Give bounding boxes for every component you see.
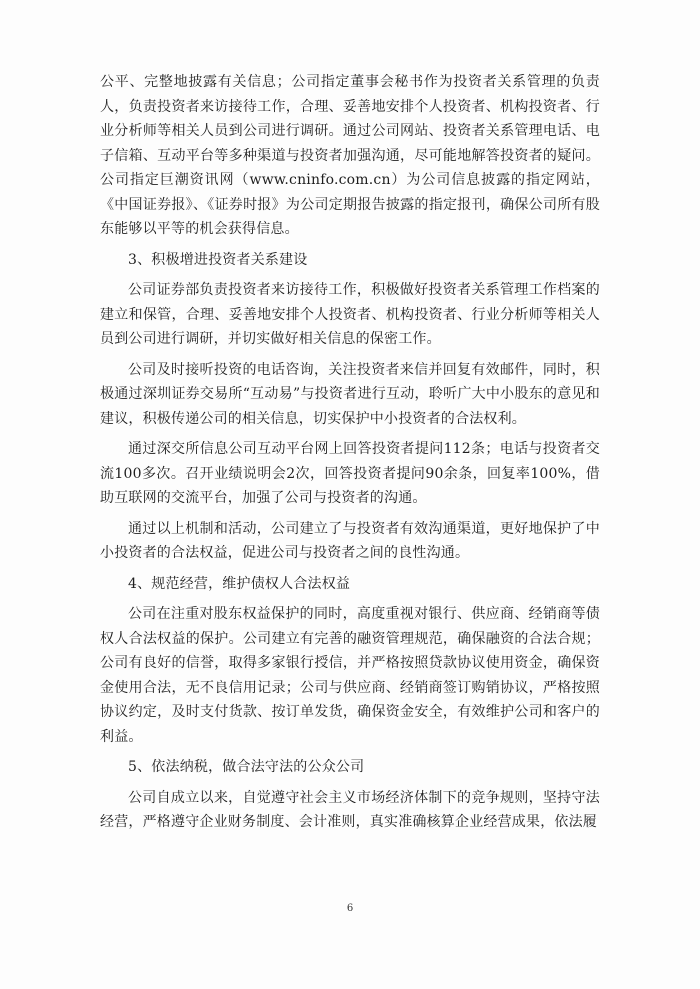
section-heading-5: 5、依法纳税，做合法守法的公众公司: [128, 759, 365, 775]
paragraph-tax-compliance: 公司自成立以来，自觉遵守社会主义市场经济体制下的竞争规则，坚持守法经营，严格遵守企业财务制度、会计准则，真实准确核算企业经营成果，依法履: [100, 789, 600, 830]
paragraph-summary: 通过以上机制和活动，公司建立了与投资者有效沟通渠道，更好地保护了中小投资者的合法权益，促进公司与投资者之间的良性沟通。: [100, 520, 600, 561]
paragraph-phone-consultation: 公司及时接听投资的电话咨询，关注投资者来信并回复有效邮件，同时，积极通过深圳证券交易所“互动易”与投资者进行互动，聆听广大中小股东的意见和建议，积极传递公司的相关信息，切实保护中小投资者的合法权利。: [100, 361, 600, 427]
paragraph-securities-dept: 公司证券部负责投资者来访接待工作，积极做好投资者关系管理工作档案的建立和保管，合理、妥善地安排个人投资者、机构投资者、行业分析师等相关人员到公司进行调研，并切实做好相关信息的保密工作。: [100, 282, 600, 347]
section-heading-3: 3、积极增进投资者关系建设: [128, 251, 308, 268]
paragraph-interaction-stats: 通过深交所信息公司互动平台网上回答投资者提问112条；电话与投资者交流100多次。召开业绩说明会2次，回答投资者提问90余条，回复率100%，借助互联网的交流平台，加强了公司与投资者的沟通。: [100, 441, 600, 506]
paragraph-creditor-rights: 公司在注重对股东权益保护的同时，高度重视对银行、供应商、经销商等债权人合法权益的保护。公司建立有完善的融资管理规范，确保融资的合法合规；公司有良好的信誉，取得多家银行授信，并严格按照贷款协议使用资金，确保资金使用合法，无不良信用记录；公司与供应商、经销商签订购销协议，严格按照协议约定，及时支付货款、按订单发货，确保资金安全，有效维护公司和客户的利益。: [100, 606, 600, 745]
section-heading-4: 4、规范经营，维护债权人合法权益: [128, 575, 351, 592]
document-body: [100, 70, 600, 841]
page-number: 6: [346, 903, 354, 914]
paragraph-disclosure: 公平、完整地披露有关信息；公司指定董事会秘书作为投资者关系管理的负责人，负责投资者来访接待工作，合理、妥善地安排个人投资者、机构投资者、行业分析师等相关人员到公司进行调研。通过公司网站、投资者关系管理电话、电子信箱、互动平台等多种渠道与投资者加强沟通，尽可能地解答投资者的疑问。公司指定巨潮资讯网（www.cninfo.com.cn）为公司信息披露的指定网站，《中国证券报》、《证券时报》为公司定期报告披露的指定报刊，确保公司所有股东能够以平等的机会获得信息。: [100, 74, 600, 237]
